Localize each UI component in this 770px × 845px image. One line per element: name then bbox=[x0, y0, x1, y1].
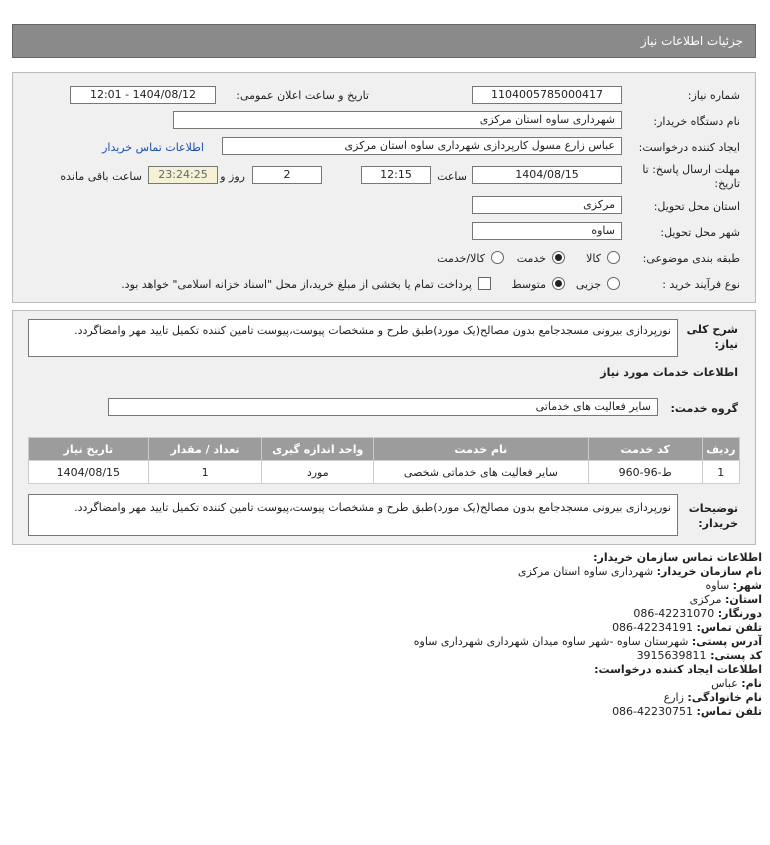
deadline-label: مهلت ارسال پاسخ: تا bbox=[642, 163, 740, 176]
contact-line: تلفن تماس: 086-42230751 bbox=[612, 705, 762, 718]
category-option-goods-service: کالا/خدمت bbox=[437, 252, 485, 265]
deadline-time-field[interactable]: 12:15 bbox=[361, 166, 431, 184]
contact-title: اطلاعات تماس سازمان خریدار: bbox=[593, 551, 762, 564]
cell-quantity: 1 bbox=[148, 461, 262, 484]
contact-line: نام: عباس bbox=[711, 677, 762, 690]
buyer-notes-label: توضیحات bbox=[688, 502, 738, 515]
contact-line: استان: مرکزی bbox=[689, 593, 762, 606]
contact-line: نام خانوادگی: زارع bbox=[663, 691, 762, 704]
need-number-label: شماره نیاز: bbox=[687, 89, 740, 102]
province-field[interactable]: مرکزی bbox=[472, 196, 622, 214]
announce-date-label: تاریخ و ساعت اعلان عمومی: bbox=[236, 89, 369, 102]
city-label: شهر محل تحویل: bbox=[660, 226, 740, 239]
buyer-org-label: نام دستگاه خریدار: bbox=[653, 115, 740, 128]
summary-description: نورپردازی بیرونی مسجدجامع بدون مصالح(یک مورد)طبق طرح و مشخصات پیوست،پیوست تامین کننده تکمیل تایید مهر وامضاگردد. bbox=[28, 319, 678, 357]
category-option-service: خدمت bbox=[516, 252, 546, 265]
cell-unit: مورد bbox=[262, 461, 373, 484]
col-unit: واحد اندازه گیری bbox=[262, 438, 373, 461]
creator-field[interactable]: عباس زارع مسول کارپردازی شهرداری ساوه استان مرکزی bbox=[222, 137, 622, 155]
announce-date-field[interactable]: 1404/08/12 - 12:01 bbox=[70, 86, 216, 104]
category-radio-goods[interactable] bbox=[607, 251, 620, 264]
contact-line: دورنگار: 086-42231070 bbox=[633, 607, 762, 620]
summary-label-2: نیاز: bbox=[714, 338, 738, 351]
buyer-notes-label-2: خریدار: bbox=[698, 517, 738, 530]
contact-line: شهر: ساوه bbox=[705, 579, 762, 592]
process-radio-medium[interactable] bbox=[552, 277, 565, 290]
contact-line: نام سازمان خریدار: شهرداری ساوه استان مرکزی bbox=[517, 565, 762, 578]
buyer-contact-link[interactable]: اطلاعات تماس خریدار bbox=[102, 141, 204, 154]
services-section-title: اطلاعات خدمات مورد نیاز bbox=[600, 366, 738, 379]
creator-contact-title: اطلاعات ایجاد کننده درخواست: bbox=[594, 663, 762, 676]
countdown-timer: 23:24:25 bbox=[148, 166, 218, 184]
col-need-date: تاریخ نیاز bbox=[29, 438, 149, 461]
cell-row-number: 1 bbox=[702, 461, 739, 484]
col-row-number: ردیف bbox=[702, 438, 739, 461]
category-radio-service[interactable] bbox=[552, 251, 565, 264]
province-label: استان محل تحویل: bbox=[653, 200, 740, 213]
contact-line: آدرس پستی: شهرستان ساوه -شهر ساوه میدان شهرداری شهرداری ساوه bbox=[413, 635, 762, 648]
service-group-field[interactable]: سایر فعالیت های خدماتی bbox=[108, 398, 658, 416]
treasury-payment-note: پرداخت تمام یا بخشی از مبلغ خرید،از محل "اسناد خزانه اسلامی" خواهد بود. bbox=[121, 278, 472, 291]
page-title: جزئیات اطلاعات نیاز bbox=[12, 24, 756, 58]
col-service-code: کد خدمت bbox=[588, 438, 702, 461]
process-type-label: نوع فرآیند خرید : bbox=[662, 278, 740, 291]
service-group-label: گروه خدمت: bbox=[670, 402, 738, 415]
cell-service-code: ط-96-960 bbox=[588, 461, 702, 484]
treasury-payment-checkbox[interactable] bbox=[478, 277, 491, 290]
need-number-field[interactable]: 1104005785000417 bbox=[472, 86, 622, 104]
cell-need-date: 1404/08/15 bbox=[29, 461, 149, 484]
contact-line: کد پستی: 3915639811 bbox=[636, 649, 762, 662]
cell-service-name: سایر فعالیت های خدماتی شخصی bbox=[373, 461, 588, 484]
col-service-name: نام خدمت bbox=[373, 438, 588, 461]
remaining-time-label: ساعت باقی مانده bbox=[60, 170, 142, 183]
buyer-notes-text: نورپردازی بیرونی مسجدجامع بدون مصالح(یک مورد)طبق طرح و مشخصات پیوست،پیوست تامین کننده تکمیل تایید مهر وامضاگردد. bbox=[28, 494, 678, 536]
creator-label: ایجاد کننده درخواست: bbox=[638, 141, 740, 154]
process-option-minor: جزیی bbox=[575, 278, 601, 291]
process-option-medium: متوسط bbox=[511, 278, 546, 291]
days-label: روز و bbox=[220, 170, 245, 183]
need-details-panel bbox=[12, 72, 756, 303]
col-quantity: تعداد / مقدار bbox=[148, 438, 262, 461]
buyer-org-field[interactable]: شهرداری ساوه استان مرکزی bbox=[173, 111, 622, 129]
deadline-date-label: تاریخ: bbox=[714, 177, 740, 190]
buyer-contact-info bbox=[8, 551, 762, 719]
process-radio-minor[interactable] bbox=[607, 277, 620, 290]
days-remaining-field[interactable]: 2 bbox=[252, 166, 322, 184]
category-option-goods: کالا bbox=[586, 252, 601, 265]
table-header-row bbox=[29, 438, 740, 461]
contact-line: تلفن تماس: 086-42234191 bbox=[612, 621, 762, 634]
city-field[interactable]: ساوه bbox=[472, 222, 622, 240]
category-radio-goods-service[interactable] bbox=[491, 251, 504, 264]
deadline-date-field[interactable]: 1404/08/15 bbox=[472, 166, 622, 184]
deadline-time-label: ساعت bbox=[437, 170, 467, 183]
table-row bbox=[29, 461, 740, 484]
services-table bbox=[28, 437, 740, 484]
summary-label: شرح کلی bbox=[686, 323, 738, 336]
category-label: طبقه بندی موضوعی: bbox=[642, 252, 740, 265]
